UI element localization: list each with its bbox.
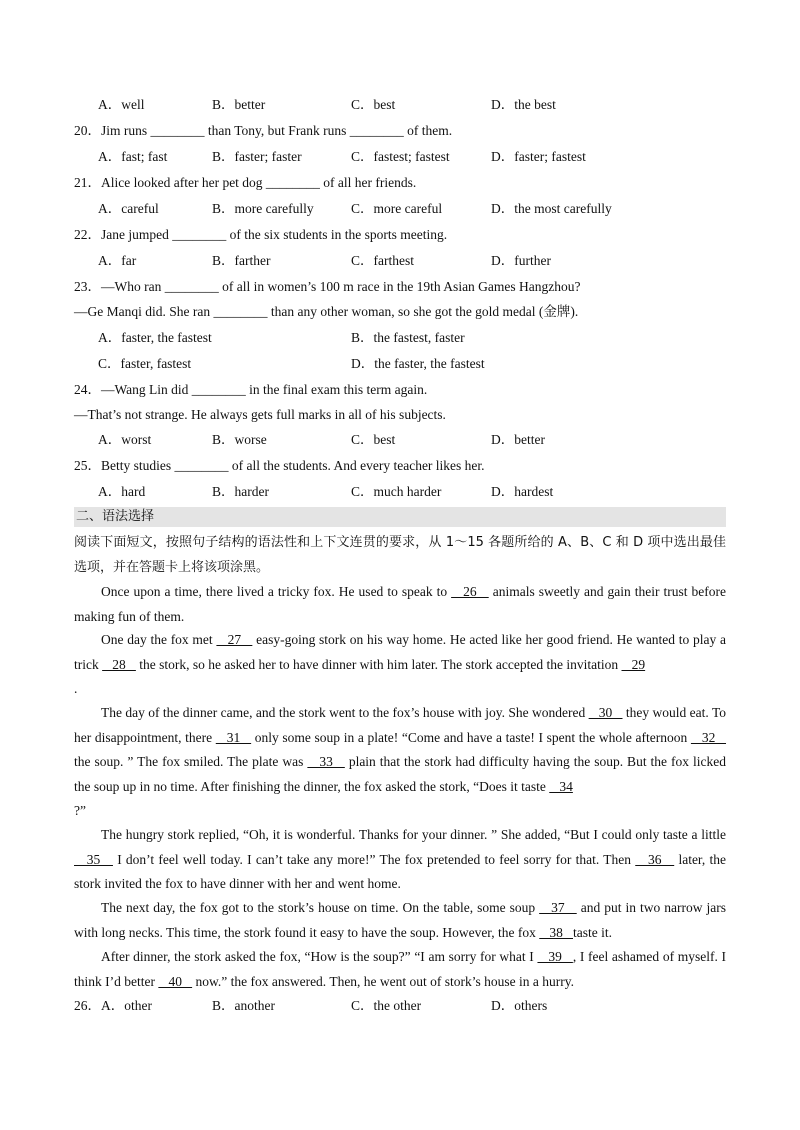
blank-31[interactable]: 31 xyxy=(215,729,252,745)
q24-stem: 24．—Wang Lin did ________ in the final exam this term again. xyxy=(74,382,428,397)
q21-option-d[interactable]: D．the most carefully xyxy=(491,201,612,216)
section-instructions: 阅读下面短文，按照句子结构的语法性和上下文连贯的要求，从 1～15 各题所给的 A、B、C 和 D 项中选出最佳选项，并在答题卡上将该项涂黑。 xyxy=(74,535,726,575)
q22-option-b[interactable]: B．farther xyxy=(212,253,271,268)
q26-option-a[interactable]: 26．A．other xyxy=(74,998,152,1013)
passage-paragraph-6: After dinner, the stork asked the fox, “How is the soup?” “I am sorry for what I 39 , I feel ashamed of myself. I think I’d better 40 now.” the fox answered. Then, he went out of stork’s house in a hurry. xyxy=(74,949,726,989)
q24-option-c[interactable]: C．best xyxy=(351,432,396,447)
blank-32[interactable]: 32 xyxy=(690,729,727,745)
passage-paragraph-2: One day the fox met 27 easy-going stork on his way home. He acted like her good friend. He wanted to play a trick 28 the stork, so he asked her to have dinner with him later. The stork accepted the invitation 29 . xyxy=(74,632,727,696)
q22-stem: 22．Jane jumped ________ of the six students in the sports meeting. xyxy=(74,227,448,242)
blank-30[interactable]: 30 xyxy=(588,705,623,720)
q22-option-c[interactable]: C．farthest xyxy=(351,253,414,268)
blank-27[interactable]: 27 xyxy=(216,632,253,647)
q22-option-d[interactable]: D．further xyxy=(491,253,551,268)
q23-option-b[interactable]: B．the fastest, faster xyxy=(351,330,465,345)
q24-option-d[interactable]: D．better xyxy=(491,432,545,447)
blank-38[interactable]: 38 xyxy=(539,924,573,940)
q22-option-a[interactable]: A．far xyxy=(98,253,137,268)
q20-option-a[interactable]: A．fast; fast xyxy=(98,149,168,164)
q26-option-d[interactable]: D．others xyxy=(491,998,548,1013)
q25-option-d[interactable]: D．hardest xyxy=(491,484,554,499)
passage-paragraph-4: The hungry stork replied, “Oh, it is wonderful. Thanks for your dinner. ” She added, “But I could only taste a little 35 I don’t feel well today. I can’t take any more!” The fox pretended to feel sorry for that. Then 36 later, the stork invited the fox to have dinner with her and went home. xyxy=(74,827,726,891)
q23-stem-reply: —Ge Manqi did. She ran ________ than any other woman, so she got the gold medal (金牌). xyxy=(74,304,579,319)
q19-option-a[interactable]: A．well xyxy=(98,97,145,112)
blank-37[interactable]: 37 xyxy=(539,900,577,915)
blank-36[interactable]: 36 xyxy=(635,851,675,867)
q23-option-c[interactable]: C．faster, fastest xyxy=(98,356,192,371)
q19-option-b[interactable]: B．better xyxy=(212,97,266,112)
q20-option-d[interactable]: D．faster; fastest xyxy=(491,149,586,164)
blank-34[interactable]: 34 xyxy=(549,778,573,794)
q25-option-b[interactable]: B．harder xyxy=(212,484,269,499)
passage-paragraph-5: The next day, the fox got to the stork’s house on time. On the table, some soup 37 and put in two narrow jars with long necks. This time, the stork found it easy to have the soup. However, the fox 38 taste it. xyxy=(74,900,727,940)
blank-35[interactable]: 35 xyxy=(74,851,113,867)
q25-option-c[interactable]: C．much harder xyxy=(351,484,442,499)
blank-33[interactable]: 33 xyxy=(307,754,345,769)
q21-option-b[interactable]: B．more carefully xyxy=(212,201,314,216)
q20-option-c[interactable]: C．fastest; fastest xyxy=(351,149,450,164)
q21-stem: 21．Alice looked after her pet dog ________ of all her friends. xyxy=(74,175,417,190)
q23-stem: 23．—Who ran ________ of all in women’s 100 m race in the 19th Asian Games Hangzhou? xyxy=(74,279,581,294)
passage-paragraph-1: Once upon a time, there lived a tricky fox. He used to speak to 26 animals sweetly and gain their trust before making fun of them. xyxy=(74,584,726,624)
q21-option-a[interactable]: A．careful xyxy=(98,201,159,216)
q23-option-d[interactable]: D．the faster, the fastest xyxy=(351,356,485,371)
q20-stem: 20．Jim runs ________ than Tony, but Frank runs ________ of them. xyxy=(74,123,453,138)
q24-option-b[interactable]: B．worse xyxy=(212,432,267,447)
q23-option-a[interactable]: A．faster, the fastest xyxy=(98,330,212,345)
q25-option-a[interactable]: A．hard xyxy=(98,484,146,499)
passage-paragraph-3: The day of the dinner came, and the stork went to the fox’s house with joy. She wondered 30 they would eat. To her disappointment, there 31 only some soup in a plate! “Come and have a taste! I spent the whole afternoon 32 the soup. ” The fox smiled. The plate was 33 plain that the stork had difficulty having the soup. But the fox licked the soup up in no time. After finishing the dinner, the fox asked the stork, “Does it taste 34 ?” xyxy=(74,705,727,818)
q24-option-a[interactable]: A．worst xyxy=(98,432,152,447)
q21-option-c[interactable]: C．more careful xyxy=(351,201,443,216)
q24-stem-reply: —That’s not strange. He always gets full marks in all of his subjects. xyxy=(74,407,446,422)
q26-option-c[interactable]: C．the other xyxy=(351,998,422,1013)
q19-option-d[interactable]: D．the best xyxy=(491,97,556,112)
blank-40[interactable]: 40 xyxy=(158,973,193,989)
blank-28[interactable]: 28 xyxy=(102,656,136,672)
blank-29[interactable]: 29 xyxy=(621,656,646,672)
q19-option-c[interactable]: C．best xyxy=(351,97,396,112)
q26-option-b[interactable]: B．another xyxy=(212,998,275,1013)
blank-39[interactable]: 39 xyxy=(537,949,573,964)
q20-option-b[interactable]: B．faster; faster xyxy=(212,149,302,164)
blank-26[interactable]: 26 xyxy=(451,584,489,599)
q25-stem: 25．Betty studies ________ of all the students. And every teacher likes her. xyxy=(74,458,485,473)
section-title: 二、语法选择 xyxy=(74,507,726,527)
